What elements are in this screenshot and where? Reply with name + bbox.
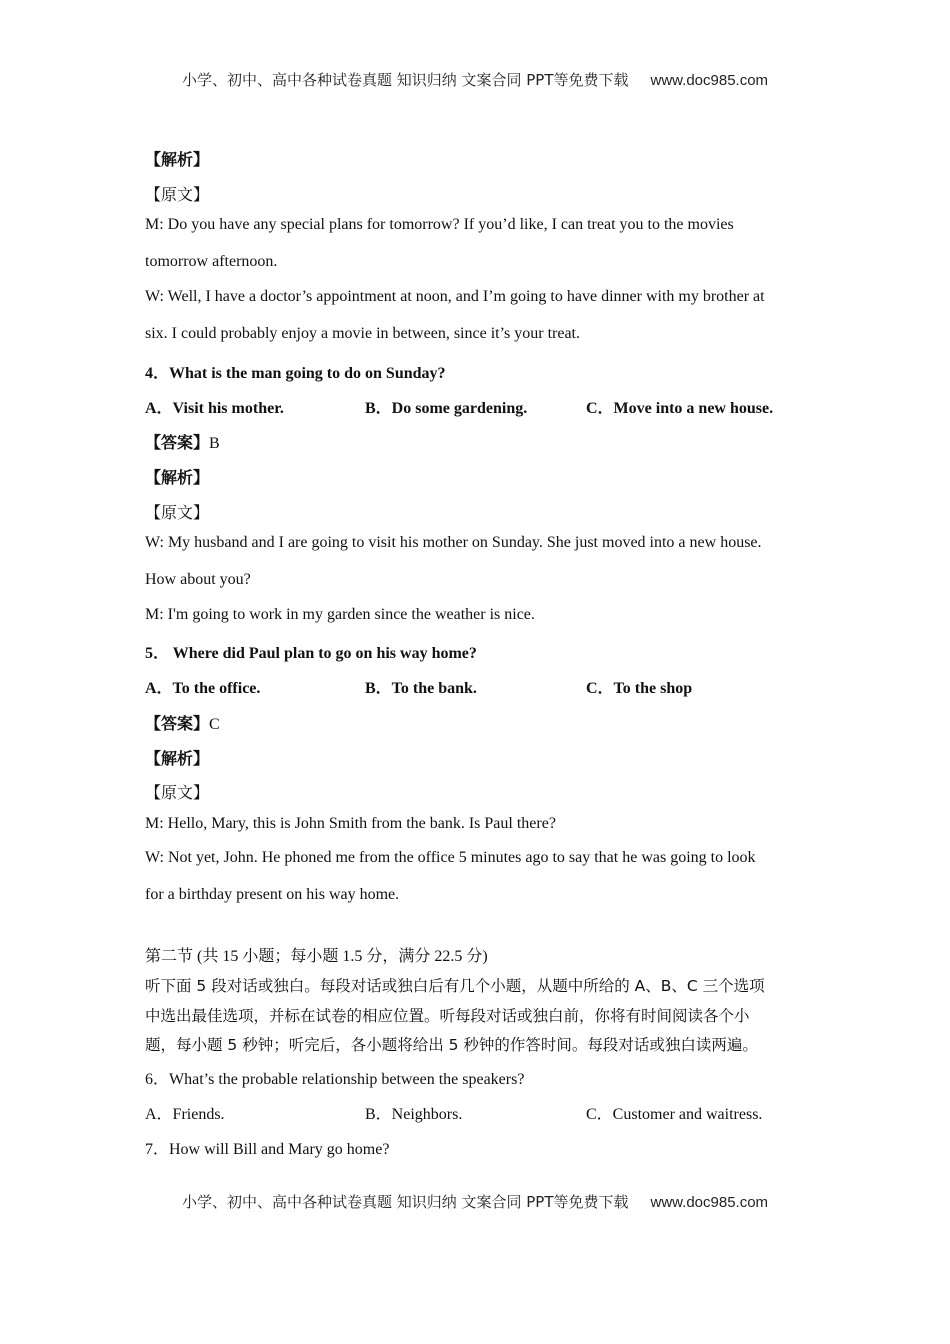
section2-instruction-2: 中选出最佳选项，并标在试卷的相应位置。听每段对话或独白前，你将有时间阅读各个小 bbox=[145, 1007, 750, 1025]
footer-site[interactable]: www.doc985.com bbox=[650, 1194, 769, 1211]
q7-question: 7．How will Bill and Mary go home? bbox=[145, 1141, 390, 1158]
section2-instruction-1: 听下面 5 段对话或独白。每段对话或独白后有几个小题，从题中所给的 A、B、C 三个选项 bbox=[145, 977, 765, 995]
q4-answer-value: B bbox=[209, 435, 220, 452]
q5-answer-label: 【答案】 bbox=[145, 716, 210, 733]
q4-question: 4．What is the man going to do on Sunday? bbox=[145, 365, 446, 382]
header-site[interactable]: www.doc985.com bbox=[650, 72, 769, 89]
q5-analysis: 【解析】 bbox=[145, 751, 210, 768]
q4-option-b: B．Do some gardening. bbox=[365, 400, 528, 417]
q3-text-1: M: Do you have any special plans for tomorrow? If you’d like, I can treat you to the movies bbox=[145, 216, 734, 233]
q3-analysis: 【解析】 bbox=[145, 152, 210, 169]
q3-original: 【原文】 bbox=[145, 187, 210, 204]
footer-text: 小学、初中、高中各种试卷真题 知识归纳 文案合同 PPT等免费下载 bbox=[181, 1193, 629, 1211]
q5-text-1: M: Hello, Mary, this is John Smith from the bank. Is Paul there? bbox=[145, 815, 556, 832]
q4-option-c: C．Move into a new house. bbox=[586, 400, 774, 417]
q4-answer bbox=[145, 430, 220, 453]
header-text: 小学、初中、高中各种试卷真题 知识归纳 文案合同 PPT等免费下载 bbox=[181, 71, 629, 89]
q4-answer-label: 【答案】 bbox=[145, 435, 210, 452]
q5-answer bbox=[145, 711, 220, 734]
q5-option-b: B．To the bank. bbox=[365, 680, 477, 697]
section2-instruction-3: 题，每小题 5 秒钟；听完后，各小题将给出 5 秒钟的作答时间。每段对话或独白读两遍。 bbox=[145, 1036, 758, 1054]
q4-original: 【原文】 bbox=[145, 505, 210, 522]
q4-text-3: M: I'm going to work in my garden since the weather is nice. bbox=[145, 606, 535, 623]
q6-option-c: C．Customer and waitress. bbox=[586, 1106, 763, 1123]
q5-text-3: for a birthday present on his way home. bbox=[145, 886, 400, 903]
q4-option-a: A．Visit his mother. bbox=[145, 400, 284, 417]
q5-text-2: W: Not yet, John. He phoned me from the office 5 minutes ago to say that he was going to look bbox=[145, 849, 756, 866]
q3-text-4: six. I could probably enjoy a movie in between, since it’s your treat. bbox=[145, 325, 580, 342]
q3-text-2: tomorrow afternoon. bbox=[145, 253, 278, 270]
q4-text-1: W: My husband and I are going to visit his mother on Sunday. She just moved into a new house. bbox=[145, 534, 762, 551]
q6-question: 6．What’s the probable relationship between the speakers? bbox=[145, 1071, 525, 1088]
q5-original: 【原文】 bbox=[145, 785, 210, 802]
section2-title: 第二节 (共 15 小题；每小题 1.5 分，满分 22.5 分) bbox=[145, 948, 488, 965]
q5-option-a: A．To the office. bbox=[145, 680, 261, 697]
q6-option-b: B．Neighbors. bbox=[365, 1106, 463, 1123]
q5-question: 5． Where did Paul plan to go on his way home? bbox=[145, 645, 477, 662]
q6-option-a: A．Friends. bbox=[145, 1106, 225, 1123]
q4-text-2: How about you? bbox=[145, 571, 251, 588]
page-header bbox=[0, 69, 950, 90]
q4-analysis: 【解析】 bbox=[145, 470, 210, 487]
q5-option-c: C．To the shop bbox=[586, 680, 693, 697]
q5-answer-value: C bbox=[209, 716, 220, 733]
q3-text-3: W: Well, I have a doctor’s appointment at noon, and I’m going to have dinner with my brother at bbox=[145, 288, 765, 305]
page-footer bbox=[0, 1191, 950, 1212]
